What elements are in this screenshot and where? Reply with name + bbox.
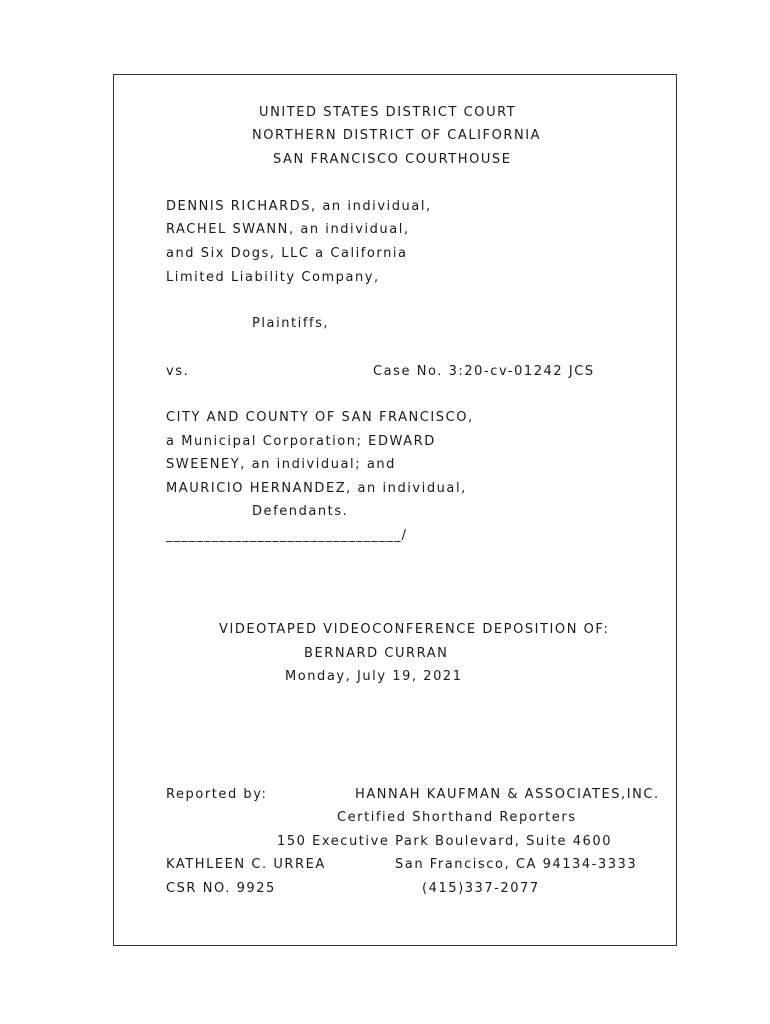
plaintiff-line: RACHEL SWANN, an individual, [166, 222, 410, 237]
firm-type: Certified Shorthand Reporters [337, 810, 577, 825]
deposition-date: Monday, July 19, 2021 [285, 669, 463, 684]
court-district: NORTHERN DISTRICT OF CALIFORNIA [252, 128, 542, 143]
court-courthouse: SAN FRANCISCO COURTHOUSE [273, 152, 512, 167]
firm-city: San Francisco, CA 94134-3333 [395, 857, 638, 872]
plaintiff-line: Limited Liability Company, [166, 270, 380, 285]
defendant-line: a Municipal Corporation; EDWARD [166, 434, 436, 449]
versus: vs. [166, 364, 190, 379]
deposition-title: VIDEOTAPED VIDEOCONFERENCE DEPOSITION OF: [219, 622, 610, 637]
defendant-line: SWEENEY, an individual; and [166, 457, 396, 472]
reported-by-label: Reported by: [166, 787, 268, 802]
deponent-name: BERNARD CURRAN [304, 646, 449, 661]
reporter-name: KATHLEEN C. URREA [166, 857, 326, 872]
court-name: UNITED STATES DISTRICT COURT [259, 105, 517, 120]
defendants-label: Defendants. [252, 504, 349, 519]
plaintiff-line: DENNIS RICHARDS, an individual, [166, 199, 432, 214]
plaintiffs-label: Plaintiffs, [252, 316, 330, 331]
defendant-line: CITY AND COUNTY OF SAN FRANCISCO, [166, 410, 474, 425]
defendant-line: MAURICIO HERNANDEZ, an individual, [166, 481, 467, 496]
case-number: Case No. 3:20-cv-01242 JCS [373, 364, 595, 379]
firm-phone: (415)337-2077 [422, 881, 540, 896]
caption-rule: _______________________________/ [166, 528, 408, 543]
firm-address: 150 Executive Park Boulevard, Suite 4600 [277, 834, 613, 849]
plaintiff-line: and Six Dogs, LLC a California [166, 246, 408, 261]
csr-number: CSR NO. 9925 [166, 881, 276, 896]
reporting-firm: HANNAH KAUFMAN & ASSOCIATES,INC. [355, 787, 660, 802]
